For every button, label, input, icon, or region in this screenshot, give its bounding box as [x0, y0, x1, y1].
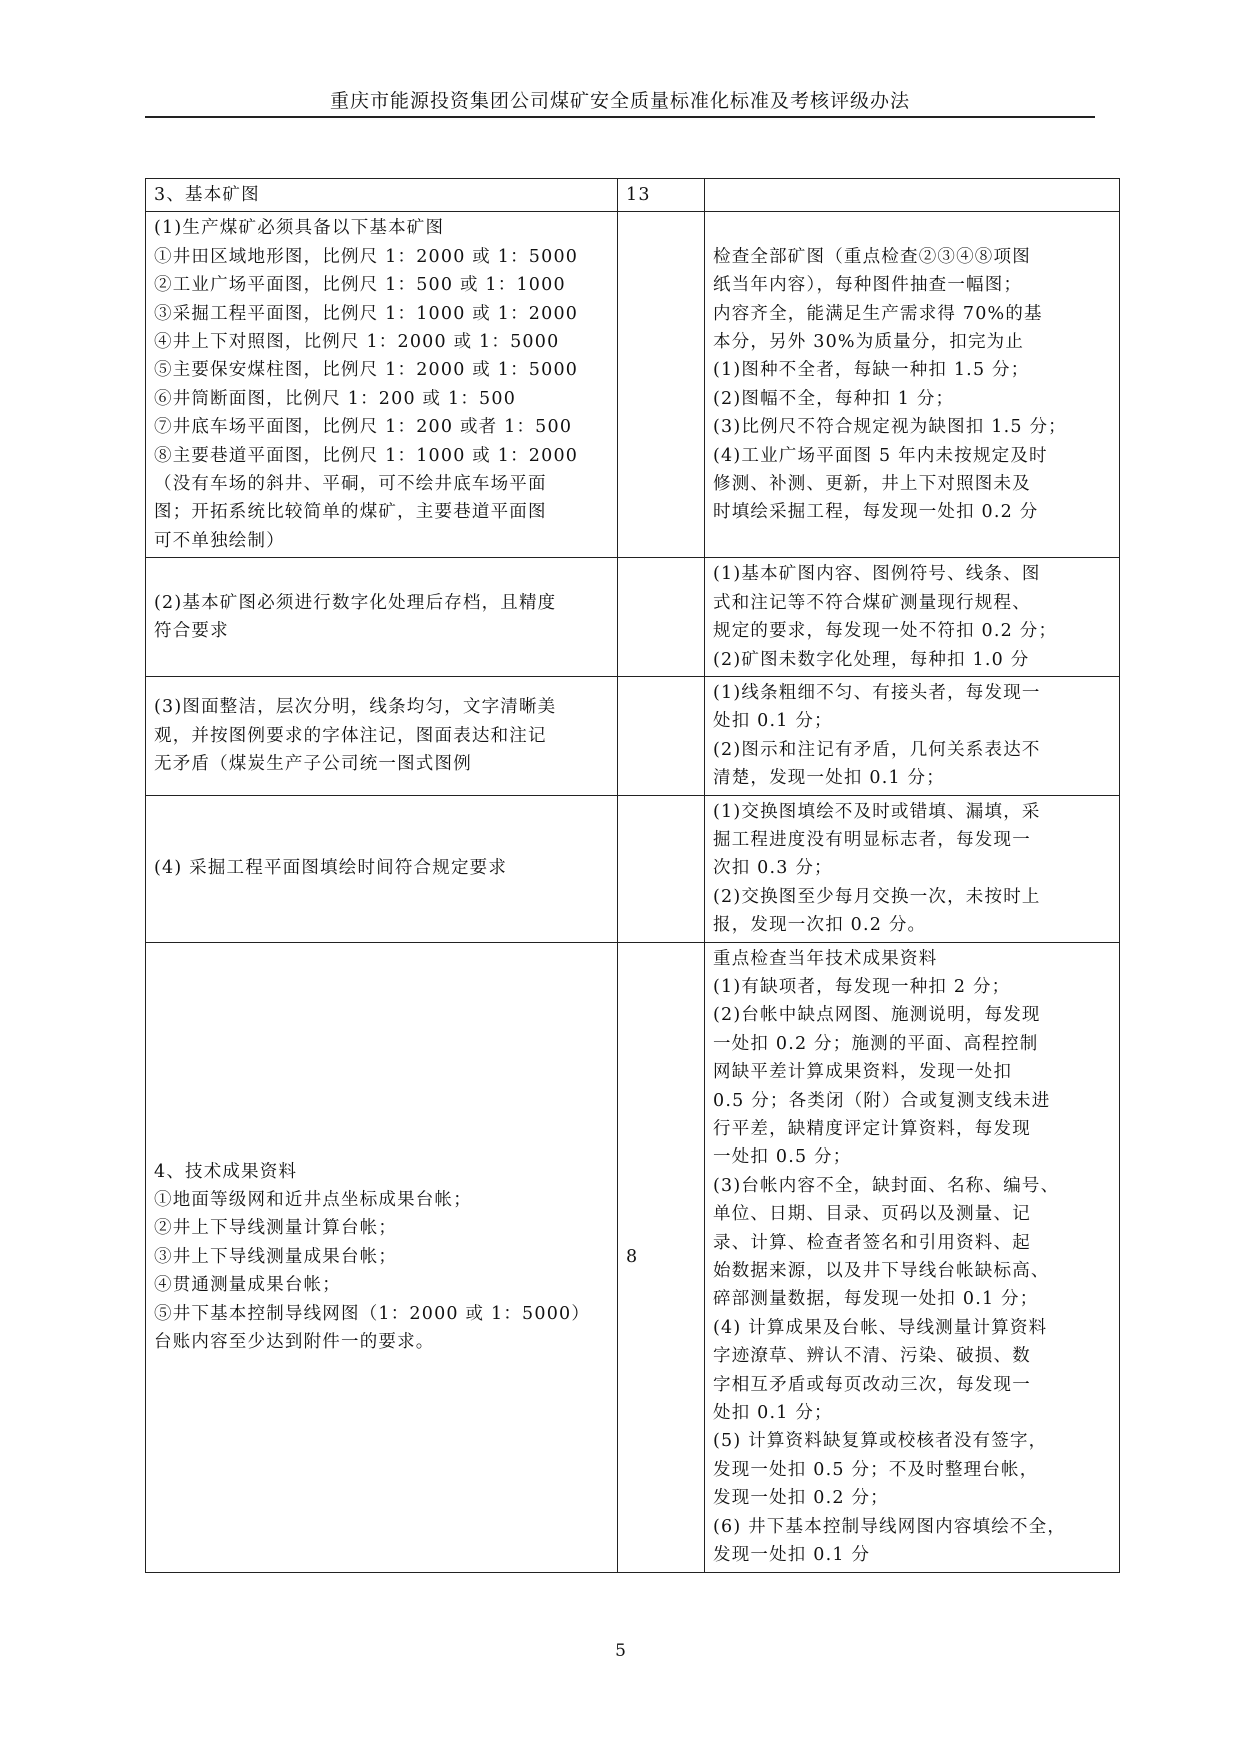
table-row-section4	[146, 942, 1120, 1572]
item-cell	[146, 558, 618, 677]
text-line: 一处扣 0.5 分；	[713, 1147, 852, 1168]
text-line: (5) 计算资料缺复算或校核者没有签字，	[713, 1431, 1048, 1452]
table-row	[146, 676, 1120, 795]
text-line: (4) 计算成果及台帐、导线测量计算资料	[713, 1317, 1048, 1338]
text-line: 观，并按图例要求的字体注记，图面表达和注记	[154, 725, 547, 746]
item-cell	[146, 676, 618, 795]
text-line: 式和注记等不符合煤矿测量现行规程、	[713, 592, 1031, 613]
section-4-score: 8	[618, 942, 705, 1572]
text-line: 可不单独绘制）	[154, 530, 285, 551]
text-line: 时填绘采掘工程，每发现一处扣 0.2 分	[713, 502, 1039, 523]
text-line: 4、技术成果资料	[154, 1161, 298, 1182]
table-row	[146, 212, 1120, 558]
check-cell	[705, 942, 1120, 1572]
text-line: 字迹潦草、辨认不清、污染、破损、数	[713, 1346, 1031, 1367]
text-line: 处扣 0.1 分；	[713, 711, 833, 732]
text-line: 发现一处扣 0.5 分；不及时整理台帐，	[713, 1459, 1039, 1480]
text-line: 掘工程进度没有明显标志者，每发现一	[713, 829, 1031, 850]
text-line: 字相互矛盾或每页改动三次，每发现一	[713, 1374, 1031, 1395]
table-row-section3	[146, 179, 1120, 212]
text-line: ⑤井下基本控制导线网图（1：2000 或 1：5000）	[154, 1303, 591, 1324]
table-row	[146, 795, 1120, 942]
section-3-check-empty	[705, 179, 1120, 212]
text-line: 报，发现一次扣 0.2 分。	[713, 915, 927, 936]
text-line: 清楚，发现一处扣 0.1 分；	[713, 768, 945, 789]
text-line: (1)图种不全者，每缺一种扣 1.5 分；	[713, 360, 1030, 381]
text-line: ④井上下对照图，比例尺 1：2000 或 1：5000	[154, 332, 560, 353]
text-line: 网缺平差计算成果资料，发现一处扣	[713, 1062, 1013, 1083]
check-cell	[705, 212, 1120, 558]
text-line: ①井田区域地形图，比例尺 1：2000 或 1：5000	[154, 246, 579, 267]
text-line: 行平差，缺精度评定计算资料，每发现	[713, 1119, 1031, 1139]
text-line: 台账内容至少达到附件一的要求。	[154, 1332, 435, 1353]
text-line: ⑤主要保安煤柱图，比例尺 1：2000 或 1：5000	[154, 360, 579, 381]
text-line: 图；开拓系统比较简单的煤矿，主要巷道平面图	[154, 502, 547, 523]
text-line: (2)台帐中缺点网图、施测说明，每发现	[713, 1005, 1041, 1026]
text-line: 一处扣 0.2 分；施测的平面、高程控制	[713, 1033, 1039, 1054]
text-line: ②工业广场平面图，比例尺 1：500 或 1：1000	[154, 275, 566, 296]
document-header-title: 重庆市能源投资集团公司煤矿安全质量标准化标准及考核评级办法	[329, 90, 910, 112]
text-line: (1)生产煤矿必须具备以下基本矿图	[154, 218, 445, 239]
text-line: 次扣 0.3 分；	[713, 858, 833, 879]
text-line: ④贯通测量成果台帐；	[154, 1275, 341, 1296]
standards-table	[145, 178, 1120, 1573]
text-line: 处扣 0.1 分；	[713, 1403, 833, 1424]
table-row	[146, 558, 1120, 677]
text-line: (2)矿图未数字化处理，每种扣 1.0 分	[713, 649, 1030, 670]
text-line: 规定的要求，每发现一处不符扣 0.2 分；	[713, 621, 1058, 642]
score-cell-empty	[618, 676, 705, 795]
text-line: 单位、日期、目录、页码以及测量、记	[713, 1204, 1031, 1225]
text-line: ①地面等级网和近井点坐标成果台帐；	[154, 1190, 472, 1211]
text-line: (1)线条粗细不匀、有接头者，每发现一	[713, 682, 1041, 703]
text-line: ⑦井底车场平面图，比例尺 1：200 或者 1：500	[154, 417, 573, 438]
text-line: 0.5 分；各类闭（附）合或复测支线未进	[713, 1090, 1051, 1111]
page-number: 5	[615, 1641, 626, 1661]
text-line: 发现一处扣 0.1 分	[713, 1545, 871, 1566]
score-cell-empty	[618, 795, 705, 942]
text-line: ③采掘工程平面图，比例尺 1：1000 或 1：2000	[154, 303, 579, 324]
text-line: 重点检查当年技术成果资料	[713, 948, 938, 969]
text-line: (2)交换图至少每月交换一次，未按时上	[713, 886, 1041, 907]
check-cell	[705, 558, 1120, 677]
score-cell-empty	[618, 212, 705, 558]
text-line: (3)比例尺不符合规定视为缺图扣 1.5 分；	[713, 417, 1067, 438]
text-line: 纸当年内容），每种图件抽查一幅图；	[713, 275, 1023, 296]
item-cell	[146, 942, 618, 1572]
text-line: 修测、补测、更新，井上下对照图未及	[713, 474, 1031, 495]
text-line: (3)图面整洁，层次分明，线条均匀，文字清晰美	[154, 697, 557, 718]
text-line: 无矛盾（煤炭生产子公司统一图式图例	[154, 753, 472, 774]
text-line: ⑧主要巷道平面图，比例尺 1：1000 或 1：2000	[154, 445, 579, 466]
text-line: (1)基本矿图内容、图例符号、线条、图	[713, 564, 1041, 585]
header-rule	[145, 116, 1095, 118]
section-3-score: 13	[618, 179, 705, 212]
text-line: 碎部测量数据，每发现一处扣 0.1 分；	[713, 1289, 1039, 1310]
check-cell	[705, 676, 1120, 795]
section-3-title: 3、基本矿图	[146, 179, 618, 212]
text-line: 检查全部矿图（重点检查②③④⑧项图	[713, 246, 1031, 267]
text-line: (2)图示和注记有矛盾，几何关系表达不	[713, 739, 1041, 760]
text-line: (2)图幅不全，每种扣 1 分；	[713, 388, 955, 409]
text-line: 本分，另外 30%为质量分，扣完为止	[713, 332, 1025, 353]
item-cell	[146, 212, 618, 558]
text-line: (3)台帐内容不全，缺封面、名称、编号、	[713, 1175, 1060, 1196]
item-cell	[146, 795, 618, 942]
text-line: 始数据来源，以及井下导线台帐缺标高、	[713, 1261, 1050, 1282]
text-line: (6) 井下基本控制导线网图内容填绘不全，	[713, 1516, 1067, 1537]
text-line: ②井上下导线测量计算台帐；	[154, 1218, 398, 1239]
score-cell-empty	[618, 558, 705, 677]
text-line: 内容齐全，能满足生产需求得 70%的基	[713, 303, 1043, 324]
text-line: ⑥井筒断面图，比例尺 1：200 或 1：500	[154, 388, 517, 409]
text-line: 符合要求	[154, 621, 229, 642]
text-line: (1)有缺项者，每发现一种扣 2 分；	[713, 976, 1011, 997]
text-line: ③井上下导线测量成果台帐；	[154, 1246, 398, 1267]
text-line: 录、计算、检查者签名和引用资料、起	[713, 1232, 1031, 1253]
text-line: （没有车场的斜井、平硐，可不绘井底车场平面	[154, 474, 547, 495]
text-line: (1)交换图填绘不及时或错填、漏填，采	[713, 801, 1041, 822]
check-cell	[705, 795, 1120, 942]
text-line: (2)基本矿图必须进行数字化处理后存档，且精度	[154, 592, 557, 613]
text-line: 发现一处扣 0.2 分；	[713, 1488, 889, 1509]
text-line: (4)工业广场平面图 5 年内未按规定及时	[713, 445, 1048, 466]
text-line: (4) 采掘工程平面图填绘时间符合规定要求	[154, 858, 508, 879]
